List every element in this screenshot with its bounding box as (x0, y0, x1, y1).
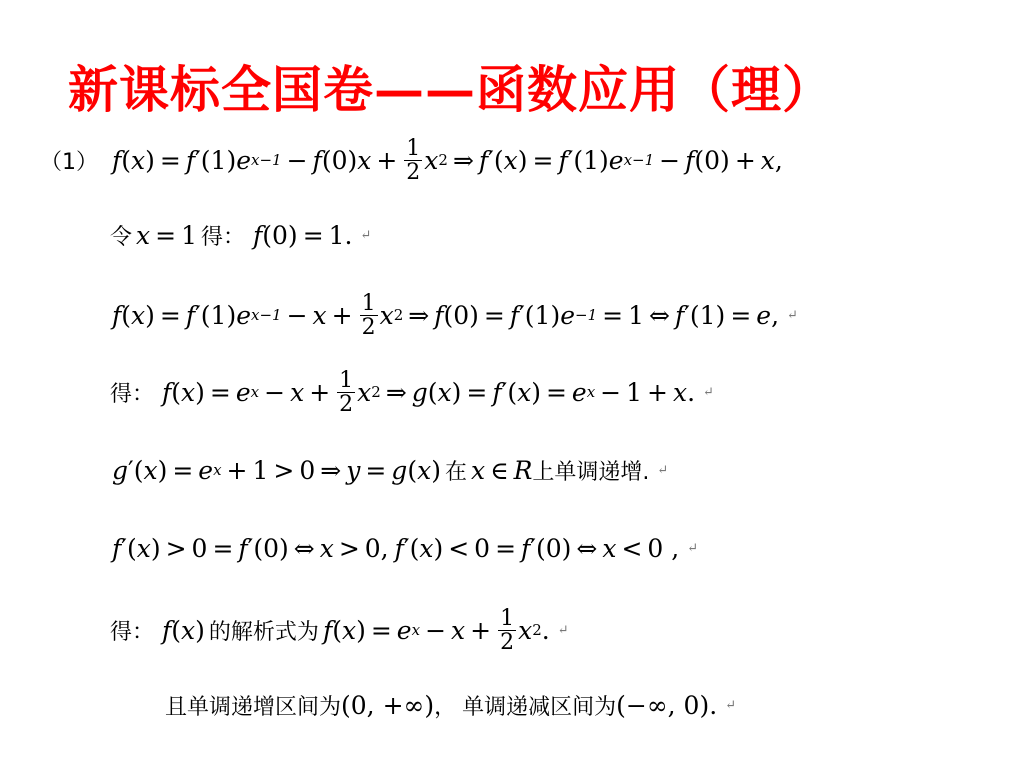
return-mark-icon: ↵ (687, 540, 699, 556)
fraction-half: $\frac{1}{2}$ (406, 135, 421, 185)
fraction-half: $\frac{1}{2}$ (500, 605, 515, 655)
equation-line-3: f ( x ) = f ′(1) e x−1 − x + $\frac{1}{2}$ x 2 ⇒ f (0) = f ′(1) e −1 = 1 ⇔ f ′(1) = e , ↵ (112, 290, 798, 340)
return-mark-icon: ↵ (360, 227, 372, 243)
fraction-half: $\frac{1}{2}$ (361, 290, 376, 340)
fraction-half: $\frac{1}{2}$ (339, 367, 354, 417)
equation-line-7: 得： f ( x ) 的解析式为 f ( x ) = e x − x + $\frac{1}{2}$ x 2 . ↵ (110, 605, 569, 655)
return-mark-icon: ↵ (725, 697, 737, 713)
return-mark-icon: ↵ (703, 384, 714, 400)
return-mark-icon: ↵ (657, 462, 669, 478)
equation-line-4: 得： f ( x ) = e x − x + $\frac{1}{2}$ x 2 ⇒ g ( x ) = f ′( x ) = e x − 1 + x . ↵ (110, 367, 714, 417)
page-title: 新课标全国卷——函数应用（理） (68, 60, 833, 119)
decreasing-interval: (−∞, 0) (616, 690, 710, 720)
equation-line-2: 令 x = 1 得： f (0) = 1. ↵ (110, 220, 372, 250)
equation-line-8: 且单调递增区间为 (0, +∞) ， 单调递减区间为 (−∞, 0) . ↵ (165, 690, 737, 720)
return-mark-icon: ↵ (787, 307, 798, 323)
increasing-interval: (0, +∞) (341, 690, 435, 720)
equation-line-5: g ′( x ) = e x + 1 > 0 ⇒ y = g ( x ) 在 x ∈ R 上单调递增. ↵ (112, 455, 669, 485)
part-label: （1） (40, 149, 98, 175)
return-mark-icon: ↵ (557, 622, 569, 638)
equation-line-6: f ′( x ) > 0 = f ′(0) ⇔ x > 0, f ′( x ) < 0 = f ′(0) ⇔ x < 0 , ↵ (112, 533, 699, 563)
equation-line-1: （1） f ( x ) = f ′(1) e x−1 − f (0) x + $\frac{1}{2}$ x 2 ⇒ f ′( x ) = f ′(1) e x−1 − f (0) + x , (40, 135, 783, 185)
